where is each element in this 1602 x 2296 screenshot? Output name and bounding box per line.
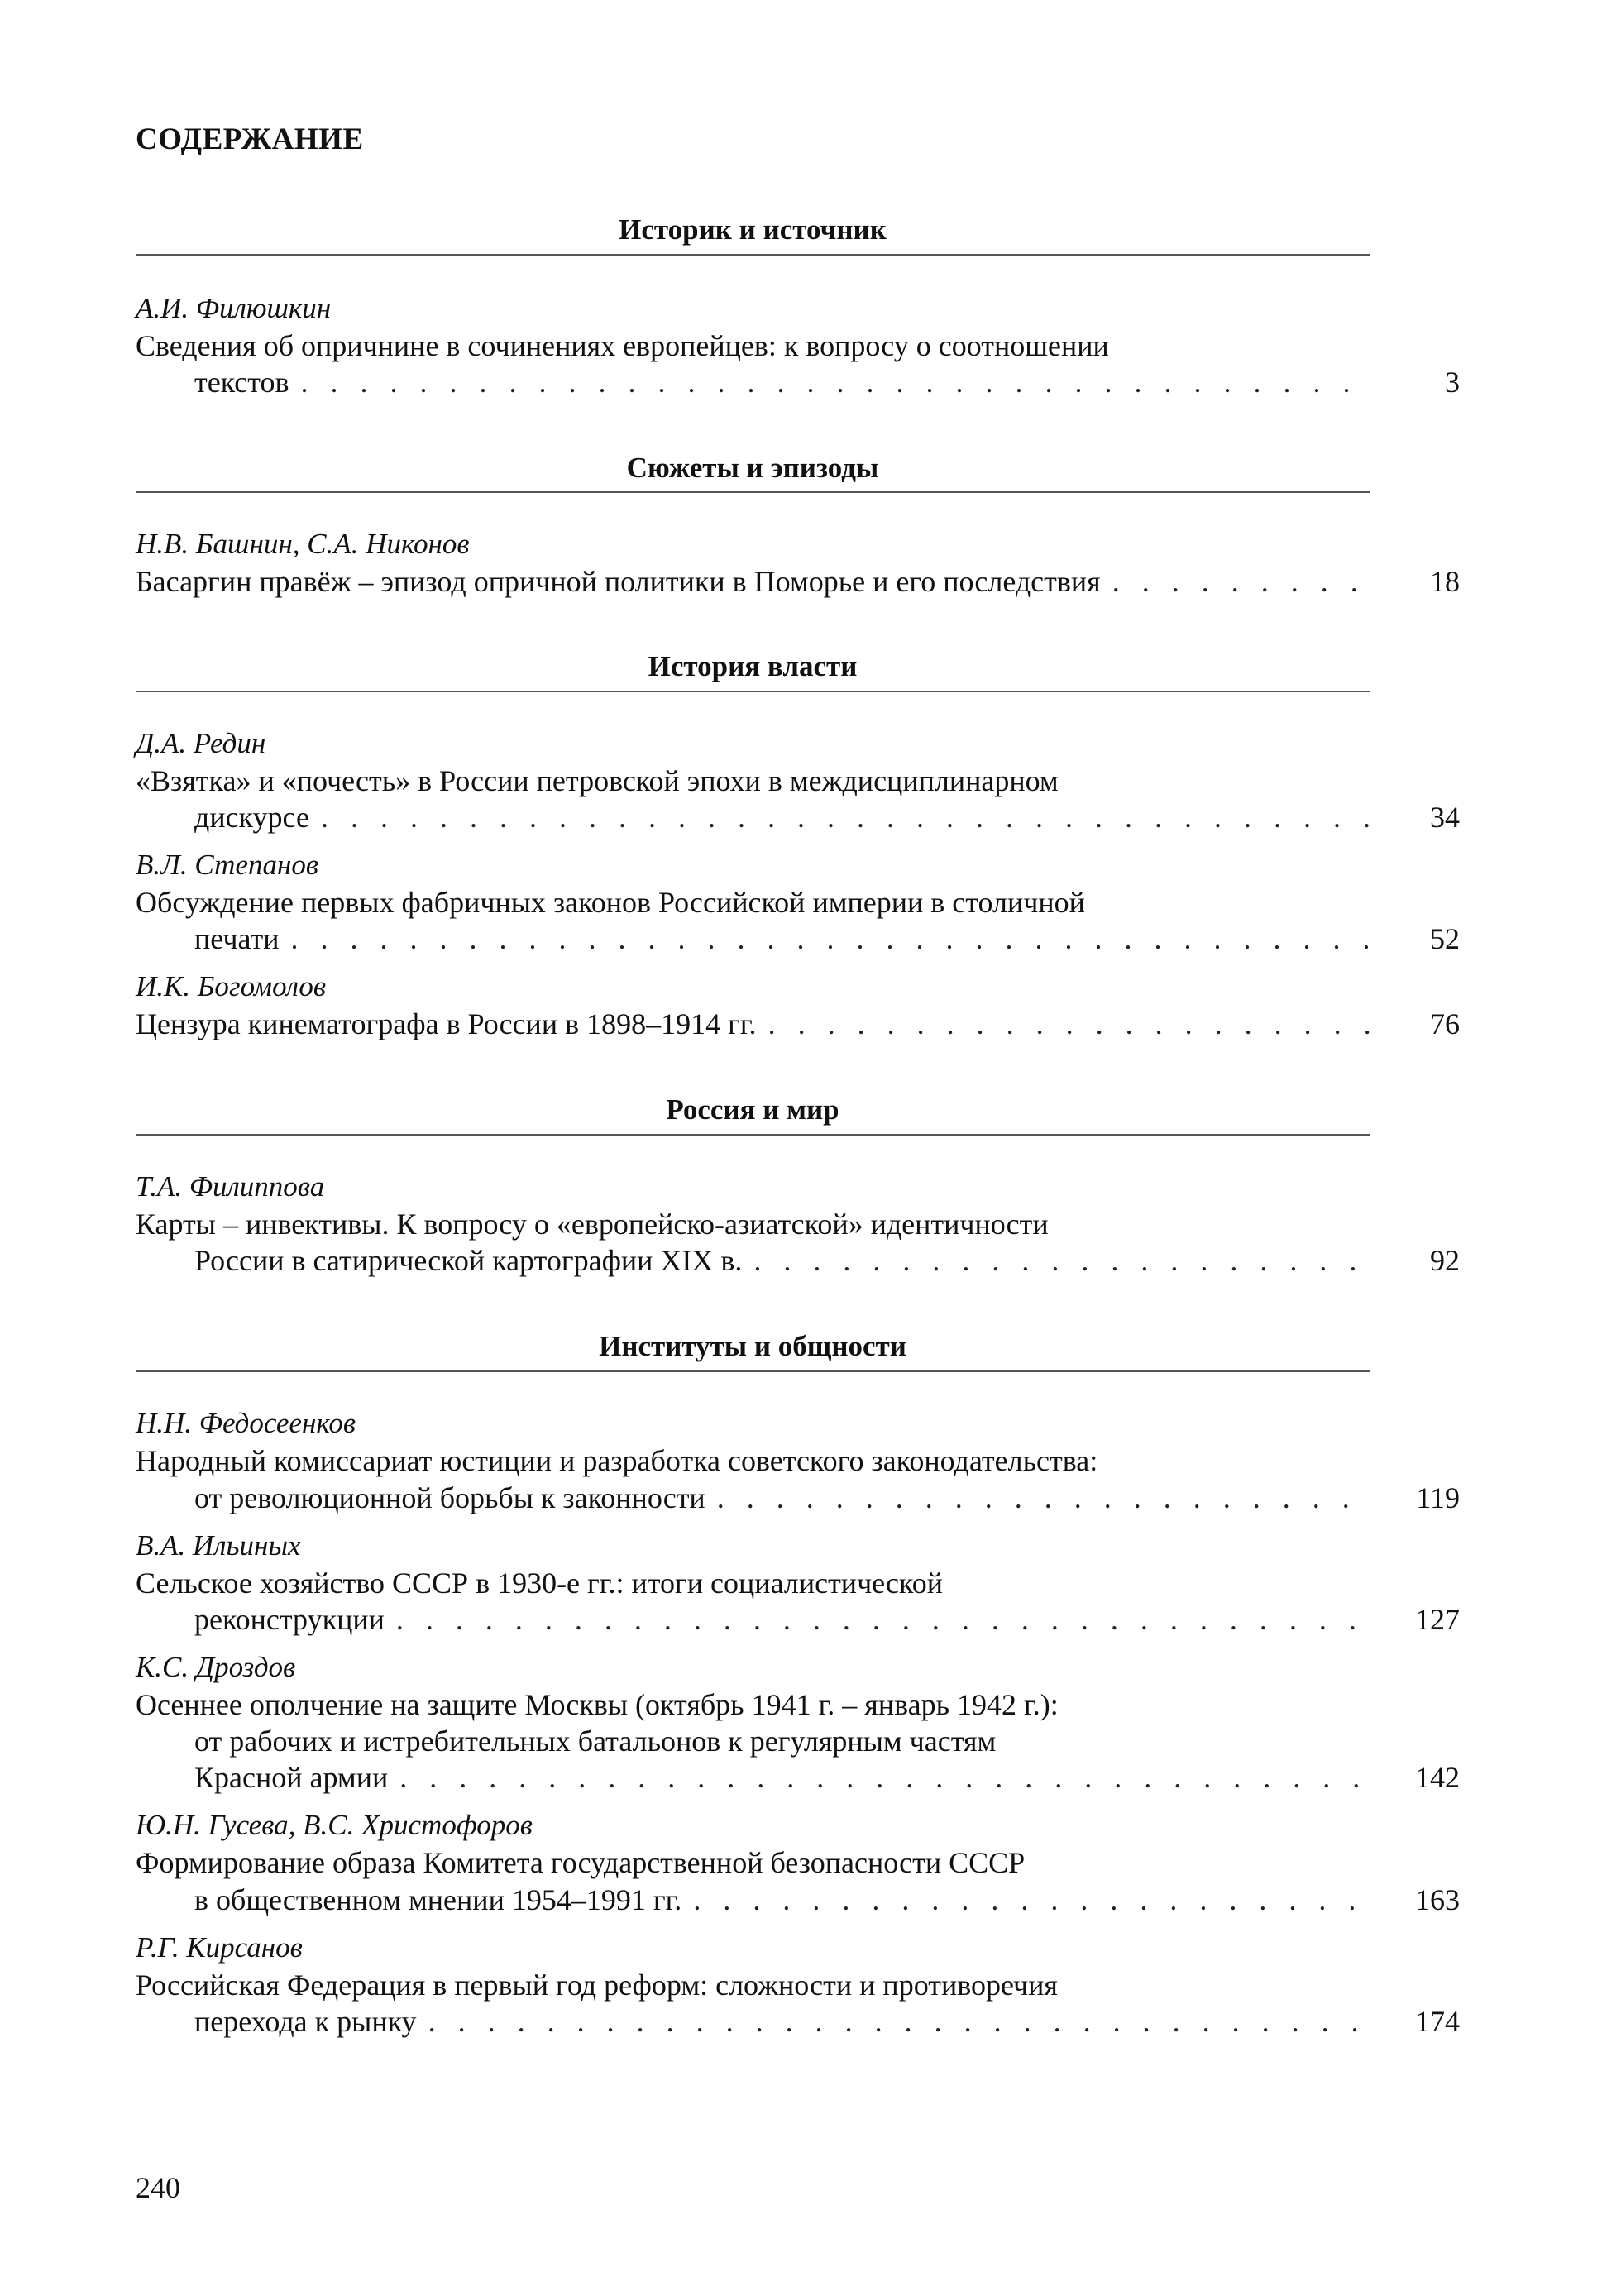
entry-page-number: 119 bbox=[1416, 1481, 1460, 1514]
entry-title-last-line bbox=[194, 802, 1370, 832]
section-heading: Сюжеты и эпизоды bbox=[626, 452, 879, 484]
entry-title-line: Сведения об опричнине в сочинениях европейцев: к вопросу о соотношении bbox=[136, 329, 1109, 362]
entry-author: Т.А. Филиппова bbox=[136, 1170, 325, 1203]
section-rule bbox=[136, 1134, 1370, 1136]
section-rule bbox=[136, 254, 1370, 256]
entry-author: В.Л. Степанов bbox=[136, 849, 319, 881]
entry-title-line: Обсуждение первых фабричных законов Российской империи в столичной bbox=[136, 886, 1085, 919]
entry-author: Д.А. Редин bbox=[136, 727, 266, 759]
entry-page-number: 174 bbox=[1415, 2005, 1460, 2038]
section-rule bbox=[136, 491, 1370, 493]
section-heading: Институты и общности bbox=[599, 1330, 906, 1362]
dot-leader bbox=[753, 1246, 1370, 1275]
entry-page-number: 92 bbox=[1430, 1244, 1460, 1277]
entry-title-last-line bbox=[136, 567, 1370, 596]
entry-title-last-line bbox=[194, 2007, 1370, 2036]
entry-title-text: в общественном мнении 1954–1991 гг. bbox=[194, 1883, 682, 1916]
entry-page-number: 34 bbox=[1430, 801, 1460, 834]
entry-title-last-line bbox=[194, 367, 1370, 397]
entry-title-text: Красной армии bbox=[194, 1761, 389, 1794]
section-heading: Историк и источник bbox=[619, 213, 887, 246]
entry-title-line: Народный комиссариат юстиции и разработка советского законодательства: bbox=[136, 1444, 1098, 1477]
folio-page-number: 240 bbox=[136, 2171, 180, 2204]
dot-leader bbox=[399, 1763, 1370, 1792]
entry-page-number: 3 bbox=[1445, 366, 1460, 399]
entry-page-number: 52 bbox=[1430, 922, 1460, 955]
section-rule bbox=[136, 691, 1370, 692]
entry-title-text: печати bbox=[194, 922, 280, 955]
entry-author: И.К. Богомолов bbox=[136, 970, 327, 1002]
entry-title-text: дискурсе bbox=[194, 801, 309, 834]
entry-author: Ю.Н. Гусева, В.С. Христофоров bbox=[136, 1809, 533, 1841]
entry-page-number: 18 bbox=[1430, 565, 1460, 598]
entry-title-text: реконструкции bbox=[194, 1603, 385, 1636]
entry-title-last-line bbox=[194, 1763, 1370, 1792]
section-heading: История власти bbox=[648, 650, 858, 682]
entry-title-last-line bbox=[194, 924, 1370, 954]
entry-page-number: 163 bbox=[1415, 1883, 1460, 1916]
dot-leader bbox=[693, 1885, 1370, 1915]
dot-leader bbox=[396, 1605, 1370, 1634]
entry-title-line: «Взятка» и «почесть» в России петровской эпохи в междисциплинарном bbox=[136, 764, 1059, 797]
entry-title-last-line bbox=[136, 1009, 1370, 1039]
section-heading: Россия и мир bbox=[666, 1093, 839, 1126]
entry-author: В.А. Ильиных bbox=[136, 1529, 301, 1562]
dot-leader bbox=[1112, 567, 1370, 596]
entry-title-text: Цензура кинематографа в России в 1898–1914 гг. bbox=[136, 1007, 757, 1040]
entry-title-last-line bbox=[194, 1483, 1370, 1513]
dot-leader bbox=[428, 2007, 1370, 2036]
entry-title-text: текстов bbox=[194, 366, 289, 399]
entry-title-line: от рабочих и истребительных батальонов к регулярным частям bbox=[194, 1724, 997, 1758]
dot-leader bbox=[321, 802, 1370, 832]
dot-leader bbox=[291, 924, 1370, 954]
entry-page-number: 127 bbox=[1415, 1603, 1460, 1636]
entry-title-line: Карты – инвективы. К вопросу о «европейско-азиатской» идентичности bbox=[136, 1208, 1049, 1241]
entry-title-line: Российская Федерация в первый год реформ: сложности и противоречия bbox=[136, 1968, 1058, 2002]
dot-leader bbox=[768, 1009, 1370, 1039]
entry-author: Р.Г. Кирсанов bbox=[136, 1931, 303, 1964]
entry-author: А.И. Филюшкин bbox=[136, 292, 332, 324]
entry-title-text: перехода к рынку bbox=[194, 2005, 417, 2038]
dot-leader bbox=[301, 367, 1370, 397]
entry-author: К.С. Дроздов bbox=[136, 1651, 296, 1683]
entry-title-line: Формирование образа Комитета государственной безопасности СССР bbox=[136, 1846, 1026, 1879]
entry-author: Н.Н. Федосеенков bbox=[136, 1407, 356, 1439]
dot-leader bbox=[717, 1483, 1370, 1513]
section-rule bbox=[136, 1370, 1370, 1372]
entry-title-last-line bbox=[194, 1246, 1370, 1275]
entry-author: Н.В. Башнин, С.А. Никонов bbox=[136, 528, 470, 560]
entry-title-last-line bbox=[194, 1885, 1370, 1915]
entry-title-last-line bbox=[194, 1605, 1370, 1634]
entry-title-line: Осеннее ополчение на защите Москвы (октябрь 1941 г. – январь 1942 г.): bbox=[136, 1688, 1059, 1721]
entry-page-number: 142 bbox=[1415, 1761, 1460, 1794]
page-title: СОДЕРЖАНИЕ bbox=[136, 122, 364, 156]
entry-page-number: 76 bbox=[1430, 1007, 1460, 1040]
entry-title-text: от революционной борьбы к законности bbox=[194, 1481, 705, 1514]
entry-title-text: Басаргин правёж – эпизод опричной политики в Поморье и его последствия bbox=[136, 565, 1101, 598]
entry-title-line: Сельское хозяйство СССР в 1930-е гг.: итоги социалистической bbox=[136, 1567, 943, 1600]
entry-title-text: России в сатирической картографии XIX в. bbox=[194, 1244, 743, 1277]
